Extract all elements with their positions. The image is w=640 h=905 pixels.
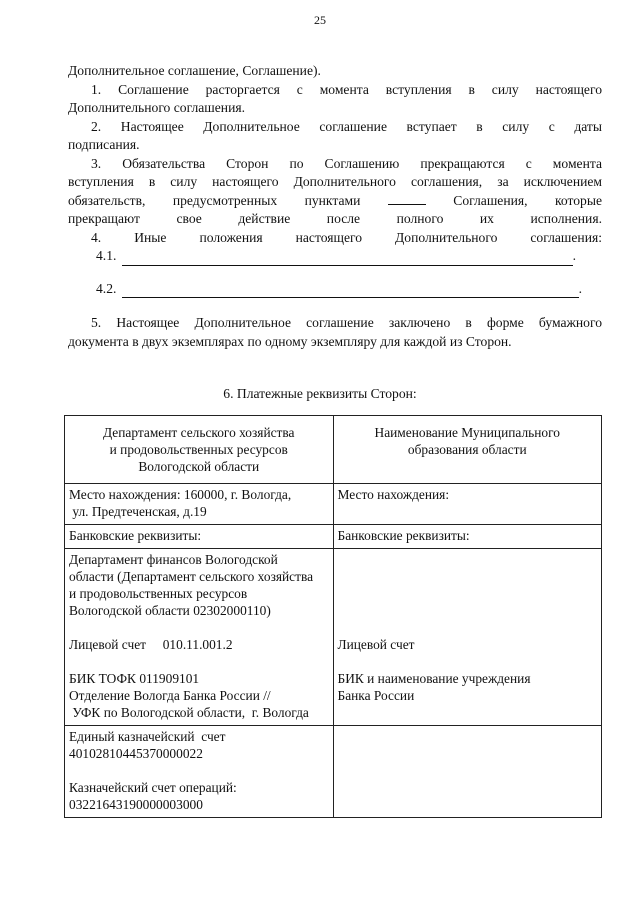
right-bank-details-cell (333, 549, 602, 726)
item-4-2-blank-line (122, 283, 578, 298)
left-header-line-3: Вологодской области (138, 459, 260, 474)
table-row-location (65, 484, 602, 525)
item-4-1-period: . (572, 248, 576, 263)
paragraph-intro: Дополнительное соглашение, Соглашение). (68, 63, 321, 78)
item-4-1 (68, 247, 602, 266)
paragraph-5-line-1: 5. Настоящее Дополнительное соглашение заключено в форме бумажного (91, 315, 602, 330)
left-header-line-1: Департамент сельского хозяйства (103, 425, 295, 440)
right-bik-line-2: Банка России (337, 688, 415, 703)
item-4-2-period: . (578, 280, 582, 296)
paragraph-5-line-2: документа в двух экземплярах по одному экземпляру для каждой из Сторон. (68, 333, 512, 349)
paragraph-3-line-3-end: Соглашения, которые (453, 192, 602, 208)
item-4-1-blank-line (122, 251, 572, 266)
left-treasury-cell (65, 726, 334, 818)
left-location-line-2: ул. Предтеченская, д.19 (69, 504, 207, 519)
paragraph-1-line-1: 1. Соглашение расторгается с момента вступления в силу настоящего (91, 81, 602, 97)
left-dept-line-1: Департамент финансов Вологодской (69, 552, 278, 567)
left-bik-line-2: Отделение Вологда Банка России // (69, 688, 271, 703)
item-4-1-number: 4.1. (96, 248, 117, 263)
left-dept-line-2: области (Департамент сельского хозяйства (69, 569, 314, 584)
right-header-line-1: Наименование Муниципального (374, 425, 560, 440)
paragraph-3-line-2: вступления в силу настоящего Дополнительного соглашения, за исключением (68, 174, 602, 189)
table-row-bank-details (65, 549, 602, 726)
table-row-treasury (65, 726, 602, 818)
left-account: Лицевой счет 010.11.001.2 (69, 637, 233, 652)
item-4-2 (68, 280, 602, 299)
paragraph-2-line-1: 2. Настоящее Дополнительное соглашение вступает в силу с даты (91, 118, 602, 134)
left-operations-number: 03221643190000003000 (69, 797, 203, 812)
right-location-cell: Место нахождения: (333, 484, 602, 525)
right-party-header (333, 416, 602, 484)
left-bank-label-cell: Банковские реквизиты: (65, 525, 334, 549)
right-bik-line-1: БИК и наименование учреждения (337, 671, 531, 686)
table-header-row (65, 416, 602, 484)
left-bik-line-3: УФК по Вологодской области, г. Вологда (69, 705, 309, 720)
agreement-body (68, 62, 602, 351)
left-operations-label: Казначейский счет операций: (69, 780, 237, 795)
paragraph-3-line-4: прекращают свое действие после полного их исполнения. (68, 211, 602, 226)
left-location-cell (65, 484, 334, 525)
table-row-bank-label (65, 525, 602, 549)
item-4-2-number: 4.2. (96, 280, 117, 296)
left-dept-line-3: и продовольственных ресурсов (69, 586, 248, 601)
left-dept-line-4: Вологодской области 02302000110) (69, 603, 271, 618)
paragraph-2-line-2: подписания. (68, 137, 140, 152)
right-account: Лицевой счет (337, 637, 415, 652)
page-number: 25 (314, 13, 326, 27)
left-header-line-2: и продовольственных ресурсов (109, 442, 288, 457)
paragraph-1-line-2: Дополнительного соглашения. (68, 100, 245, 115)
paragraph-3-line-1: 3. Обязательства Сторон по Соглашению прекращаются с момента (91, 155, 602, 171)
left-treasury-label: Единый казначейский счет (69, 729, 226, 744)
right-bank-label-cell: Банковские реквизиты: (333, 525, 602, 549)
right-treasury-cell (333, 726, 602, 818)
left-bik-line-1: БИК ТОФК 011909101 (69, 671, 200, 686)
paragraph-3-line-3-start: обязательств, предусмотренных пунктами (68, 192, 361, 208)
paragraph-3-line-3 (68, 192, 602, 211)
clause-number-blank (388, 192, 426, 205)
payment-details-table (64, 415, 602, 818)
right-header-line-2: образования области (407, 442, 527, 457)
left-treasury-number: 40102810445370000022 (69, 746, 203, 761)
section-title: 6. Платежные реквизиты Сторон: (223, 386, 417, 401)
left-party-header (65, 416, 334, 484)
paragraph-4-line-1: 4. Иные положения настоящего Дополнительного соглашения: (91, 229, 602, 245)
left-bank-details-cell (65, 549, 334, 726)
left-location-line-1: Место нахождения: 160000, г. Вологда, (69, 487, 292, 502)
